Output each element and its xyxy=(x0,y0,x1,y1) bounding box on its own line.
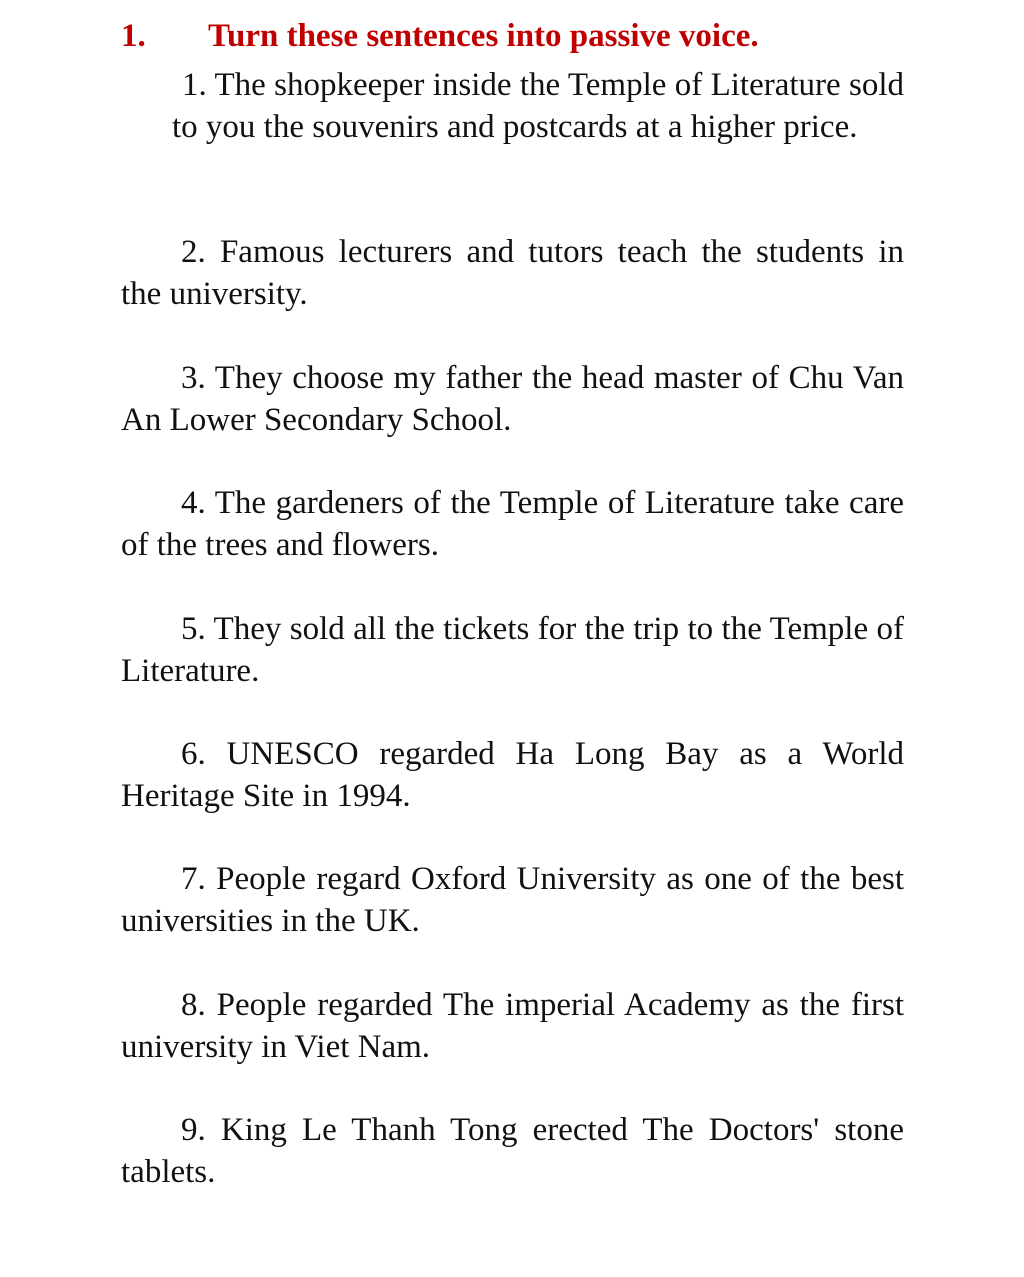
sentence-7: 7. People regard Oxford University as one of the best universities in the UK. xyxy=(121,861,904,939)
exercise-number: 1. xyxy=(121,18,146,54)
sentence-8: 8. People regarded The imperial Academy as the first university in Viet Nam. xyxy=(121,987,904,1065)
exercise-heading xyxy=(121,18,759,55)
exercise-title: Turn these sentences into passive voice. xyxy=(208,18,759,54)
sentence-9: 9. King Le Thanh Tong erected The Doctors' stone tablets. xyxy=(121,1112,904,1190)
sentence-3: 3. They choose my father the head master of Chu Van An Lower Secondary School. xyxy=(121,360,904,438)
sentence-1: 1. The shopkeeper inside the Temple of Literature sold to you the souvenirs and postcards at a higher price. xyxy=(172,67,904,145)
sentence-6: 6. UNESCO regarded Ha Long Bay as a World Heritage Site in 1994. xyxy=(121,736,904,814)
sentence-4: 4. The gardeners of the Temple of Literature take care of the trees and flowers. xyxy=(121,485,904,563)
sentence-5: 5. They sold all the tickets for the trip to the Temple of Literature. xyxy=(121,611,904,689)
sentence-2: 2. Famous lecturers and tutors teach the students in the university. xyxy=(121,234,904,312)
